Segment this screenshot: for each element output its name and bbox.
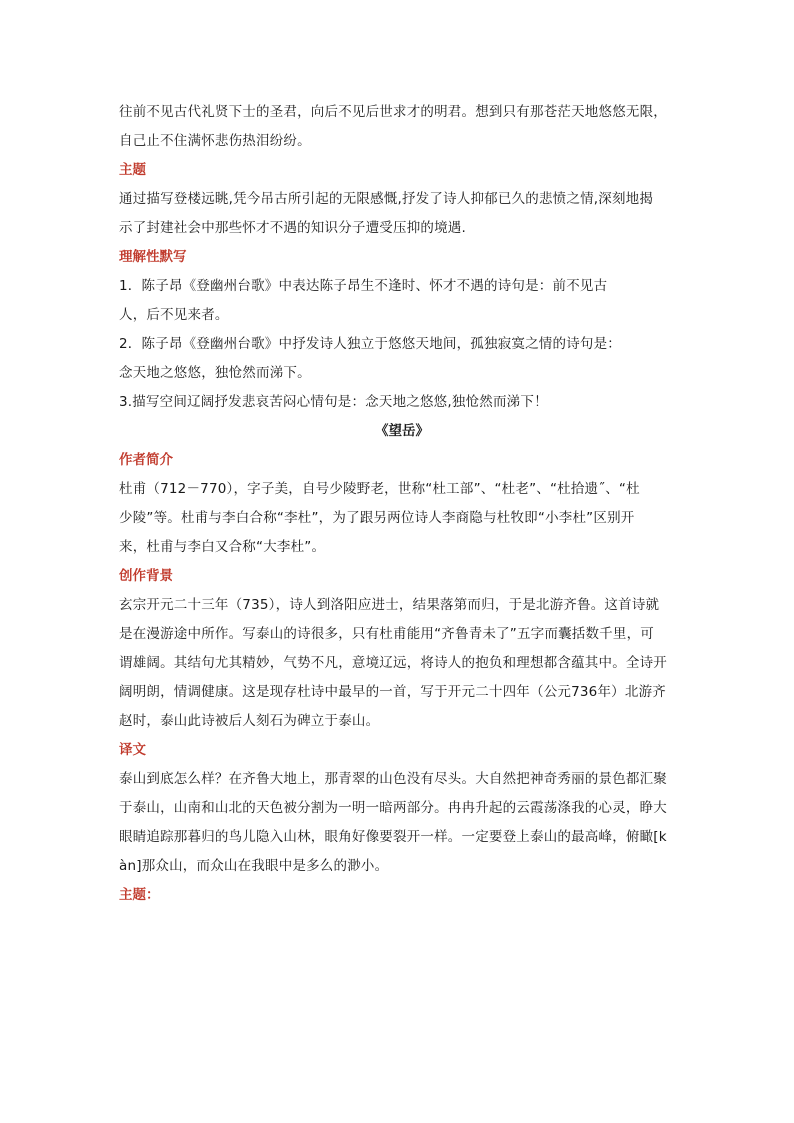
section-heading-author: 作者简介 xyxy=(119,452,173,468)
document-page xyxy=(119,98,685,910)
text-line: 眼睛追踪那暮归的鸟儿隐入山林，眼角好像要裂开一样。一定要登上泰山的最高峰，俯瞰[k xyxy=(119,829,667,845)
text-line: 于泰山，山南和山北的天色被分割为一明一暗两部分。冉冉升起的云霞荡涤我的心灵，睁大 xyxy=(119,800,667,816)
section-heading-theme: 主题 xyxy=(119,162,146,178)
text-line: 少陵”等。杜甫与李白合称“李杜”，为了跟另两位诗人李商隐与杜牧即“小李杜”区别开 xyxy=(119,510,635,526)
text-line: 来，杜甫与李白又合称“大李杜”。 xyxy=(119,539,326,555)
section-heading-background: 创作背景 xyxy=(119,568,173,584)
section-heading-theme-2: 主题： xyxy=(119,887,160,903)
text-line: 谓雄阔。其结句尤其精妙，气势不凡，意境辽远，将诗人的抱负和理想都含蕴其中。全诗开 xyxy=(119,655,667,671)
text-line: 阔明朗，情调健康。这是现存杜诗中最早的一首，写于开元二十四年（公元736年）北游齐 xyxy=(119,684,666,700)
text-line: 3.描写空间辽阔抒发悲哀苦闷心情句是：念天地之悠悠,独怆然而涕下！ xyxy=(119,394,548,410)
section-heading-translation: 译文 xyxy=(119,742,146,758)
poem-title: 《望岳》 xyxy=(375,423,429,439)
text-line: 人，后不见来者。 xyxy=(119,307,229,323)
text-line: 念天地之悠悠，独怆然而涕下。 xyxy=(119,365,311,381)
text-line: 往前不见古代礼贤下士的圣君，向后不见后世求才的明君。想到只有那苍茫天地悠悠无限， xyxy=(119,104,667,120)
text-line: 赵时，泰山此诗被后人刻石为碑立于泰山。 xyxy=(119,713,380,729)
text-line: 泰山到底怎么样？在齐鲁大地上，那青翠的山色没有尽头。大自然把神奇秀丽的景色都汇聚 xyxy=(119,771,667,787)
section-heading-dictation: 理解性默写 xyxy=(119,249,187,265)
text-line: 自己止不住满怀悲伤热泪纷纷。 xyxy=(119,133,311,149)
text-line: 杜甫（712－770），字子美，自号少陵野老，世称“杜工部”、“杜老”、“杜拾遗˝、“杜 xyxy=(119,481,640,497)
text-line: 1．陈子昂《登幽州台歌》中表达陈子昂生不逢时、怀才不遇的诗句是：前不见古 xyxy=(119,278,608,294)
text-line: 通过描写登楼远眺,凭今吊古所引起的无限感慨,抒发了诗人抑郁已久的悲愤之情,深刻地揭 xyxy=(119,191,654,207)
text-line: 2．陈子昂《登幽州台歌》中抒发诗人独立于悠悠天地间，孤独寂寞之情的诗句是： xyxy=(119,336,621,352)
text-line: àn]那众山，而众山在我眼中是多么的渺小。 xyxy=(119,858,389,874)
text-line: 是在漫游途中所作。写泰山的诗很多，只有杜甫能用“齐鲁青未了”五字而囊括数千里，可 xyxy=(119,626,654,642)
text-line: 示了封建社会中那些怀才不遇的知识分子遭受压抑的境遇. xyxy=(119,220,466,236)
text-line: 玄宗开元二十三年（735），诗人到洛阳应进士，结果落第而归，于是北游齐鲁。这首诗就 xyxy=(119,597,660,613)
